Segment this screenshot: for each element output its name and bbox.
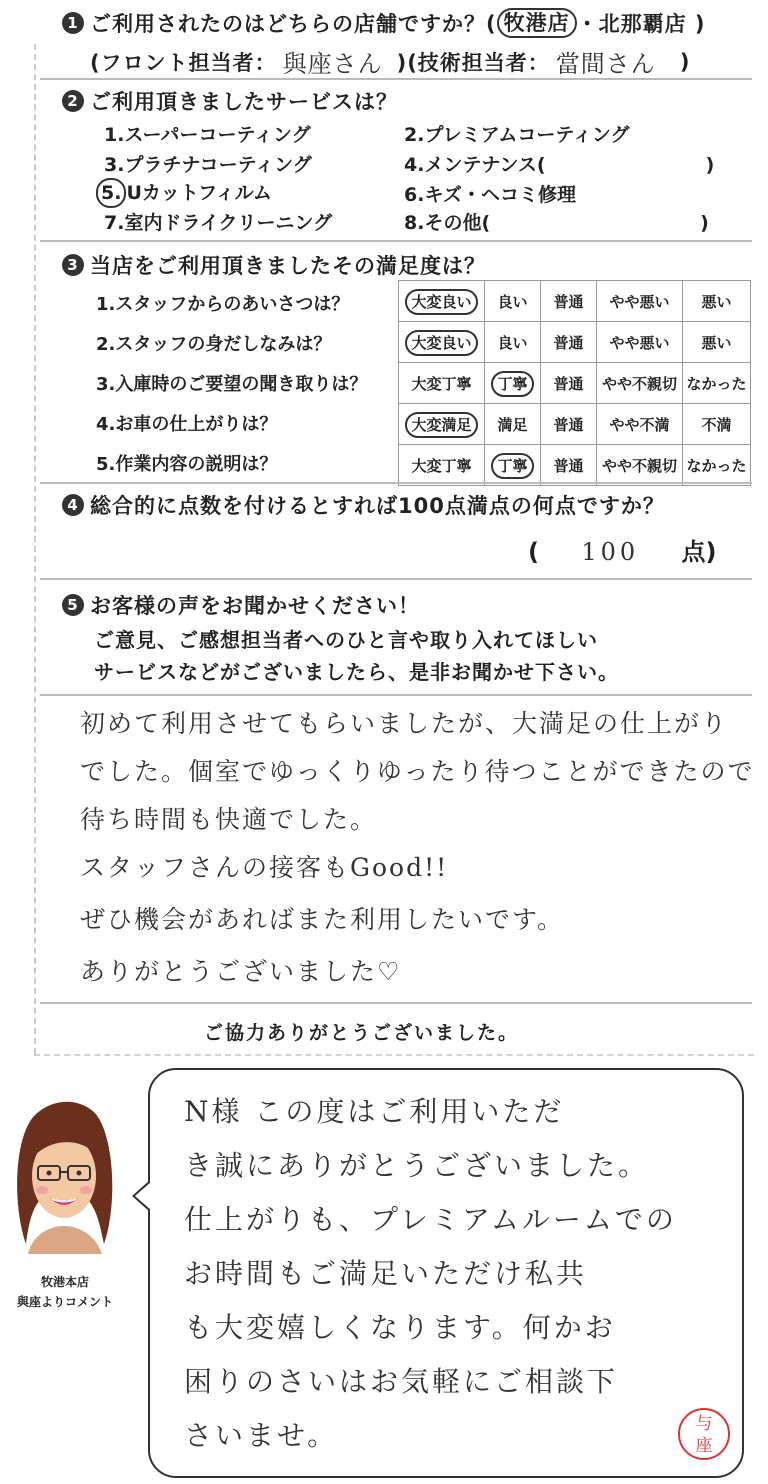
q1-row [62,8,706,38]
service-4-label: 4.メンテナンス( [404,154,546,176]
score-suffix: 点) [681,538,717,566]
q1-staff-row [90,44,690,79]
sat-row [399,322,751,363]
divider [40,482,752,484]
sat-option [541,322,597,363]
q5-instructions-2: サービスなどがございましたら、是非お聞かせ下さい。 [94,660,619,684]
q3-number: 3 [62,254,84,276]
divider [40,694,752,696]
sat-row-label: 2.スタッフの身だしなみは？ [96,334,332,355]
front-staff-name: 與座さん [282,50,383,78]
sat-option [683,404,751,445]
sat-option [541,363,597,404]
dashed-border-bottom [34,1054,754,1056]
tech-staff-label: )(技術担当者： [396,50,550,75]
divider [40,78,752,80]
q4-number: 4 [62,494,84,516]
q4-question: 総合的に点数を付けるとすれば100点満点の何点ですか？ [90,494,665,518]
sat-row-label: 3.入庫時のご要望の聞き取りは？ [96,374,368,395]
sat-option-selected [485,445,541,486]
sat-option-label: 普通 [553,292,584,311]
service-8-label: 8.その他( [404,212,491,234]
service-item: 2.プレミアムコーティング [404,124,630,146]
reply-line: お時間もご満足いただけ私共 [184,1257,588,1290]
sat-option-label: やや不親切 [601,456,677,475]
divider [40,240,752,242]
bubble-tail-fill [135,1182,151,1210]
sat-option [485,281,541,322]
q2-question: ご利用頂きましたサービスは？ [90,90,398,114]
sat-option-label: 良い [497,292,528,311]
sat-option-label: 大変満足 [405,412,477,438]
staff-caption [0,1272,130,1312]
q2-row [62,86,398,116]
score-value: 100 [581,538,640,566]
sat-row [399,281,751,322]
sat-row-label: 4.お車の仕上がりは？ [96,414,278,435]
paren-close: ) [705,154,715,176]
name-seal-stamp [678,1408,730,1460]
score-field [528,532,716,567]
sat-option-label: 悪い [701,292,732,311]
sat-row [399,363,751,404]
q3-row [62,250,486,280]
sat-row-label: 1.スタッフからのあいさつは？ [96,294,350,315]
sat-option [399,363,485,404]
sat-option-selected [399,404,485,445]
sat-option-selected [485,363,541,404]
reply-line: 困りのさいはお気軽にご相談下 [184,1365,619,1398]
sat-option [541,281,597,322]
paren-close: ) [700,212,709,234]
customer-comment-line: 待ち時間も快適でした。 [80,805,378,834]
thank-you-note: ご協力ありがとうございました。 [204,1022,520,1044]
sat-option-label: 丁寧 [491,371,533,397]
divider [40,1002,752,1004]
service-item [404,208,709,235]
sat-option-label: 丁寧 [491,453,533,479]
sat-option-label: 普通 [553,415,584,434]
customer-comment-line: ぜひ機会があればまた利用したいです。 [80,905,565,934]
q3-question: 当店をご利用頂きましたその満足度は？ [90,254,486,278]
q4-row [62,490,665,520]
reply-line: き誠にありがとうございました。 [184,1149,650,1182]
staff-avatar [8,1094,120,1266]
customer-comment-line: 初めて利用させてもらいましたが、大満足の仕上がり [80,709,729,738]
sat-row [399,445,751,486]
sat-option [485,322,541,363]
reply-line: N様 この度はご利用いただ [184,1095,565,1128]
divider [40,578,752,580]
sat-option [597,322,683,363]
sat-option-label: 大変丁寧 [411,456,472,475]
sat-option-label: 普通 [553,333,584,352]
sat-option [597,363,683,404]
service-5-label: Uカットフィルム [126,182,272,204]
stamp-char: 座 [695,1436,713,1456]
sat-option [597,404,683,445]
q1-number: 1 [62,12,84,34]
stamp-char: 与 [695,1414,713,1434]
reply-line: も大変嬉しくなります。何かお [184,1311,616,1344]
score-open: ( [528,538,539,566]
q5-row [62,590,420,620]
reply-line: 仕上がりも、プレミアムルームでの [184,1203,677,1236]
sat-option-label: なかった [686,456,747,475]
q2-number: 2 [62,90,84,112]
front-staff-label: (フロント担当者： [90,50,277,75]
sat-option-label: 大変良い [405,330,477,356]
sat-option-label: 大変丁寧 [411,374,472,393]
dashed-border-left [34,44,36,1054]
q5-number: 5 [62,594,84,616]
q1-close: ) [679,49,691,74]
sat-option-label: やや悪い [609,333,670,352]
sat-option [541,445,597,486]
q1-question: ご利用されたのはどちらの店舗ですか？( [90,12,497,36]
service-item-selected [96,178,272,208]
sat-option [485,404,541,445]
sat-option [683,363,751,404]
sat-option-label: やや不親切 [601,374,677,393]
sat-option [597,281,683,322]
sat-option [597,445,683,486]
sat-option [399,445,485,486]
sat-option-label: 良い [497,333,528,352]
service-item: 3.プラチナコーティング [104,154,312,176]
sat-option [541,404,597,445]
sat-option-label: やや不満 [609,415,670,434]
service-item: 6.キズ・ヘコミ修理 [404,184,577,206]
q5-question: お客様の声をお聞かせください！ [90,594,420,618]
sat-option [683,281,751,322]
reply-line: さいませ。 [184,1419,339,1452]
service-5-number-circled: 5. [96,178,126,208]
staff-author: 與座よりコメント [16,1295,113,1309]
tech-staff-name: 當間さん [555,50,656,78]
sat-option-label: 普通 [553,374,584,393]
sat-option-label: 不満 [701,415,732,434]
sat-option-label: 満足 [497,415,528,434]
service-item: 1.スーパーコーティング [104,124,311,146]
sat-option-selected [399,281,485,322]
q1-store-other: ・北那覇店 ) [576,12,706,36]
sat-option-label: 普通 [553,456,584,475]
customer-comment-line: スタッフさんの接客もGood!! [80,853,449,882]
service-item [404,150,714,177]
sat-option [683,445,751,486]
q1-store-selected: 牧港店 [497,8,577,38]
sat-option-label: 大変良い [405,289,477,315]
q5-instructions-1: ご意見、ご感想担当者へのひと言や取り入れてほしい [94,628,598,652]
customer-comment-line: ありがとうございました♡ [80,957,402,986]
sat-option-label: なかった [686,374,747,393]
staff-store: 牧港本店 [40,1275,89,1289]
sat-option [683,322,751,363]
sat-row-label: 5.作業内容の説明は？ [96,454,278,475]
sat-option-label: 悪い [701,333,732,352]
satisfaction-table [398,280,751,486]
sat-option-label: やや悪い [609,292,670,311]
sat-option-selected [399,322,485,363]
customer-comment-line: でした。個室でゆっくりゆったり待つことができたので [80,757,755,786]
service-item: 7.室内ドライクリーニング [104,212,333,234]
sat-row [399,404,751,445]
